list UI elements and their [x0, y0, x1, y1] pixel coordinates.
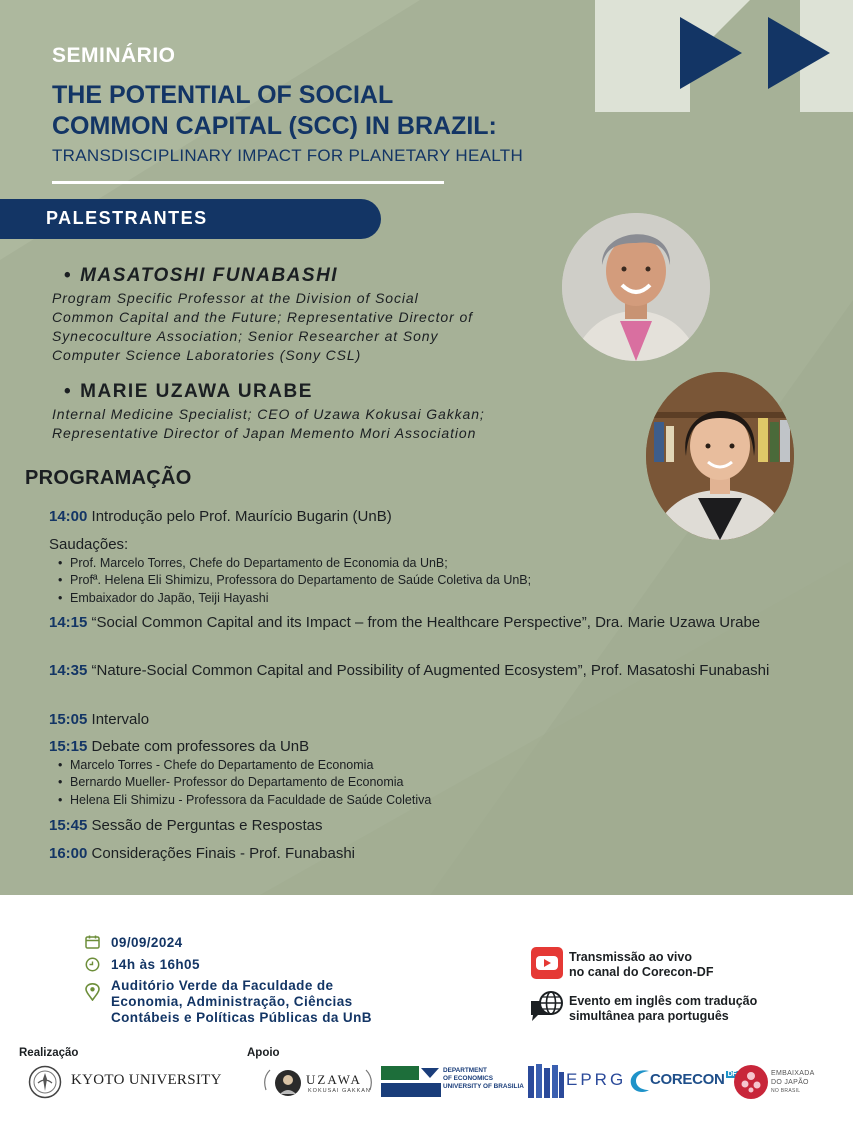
list-item: • Embaixador do Japão, Teiji Hayashi	[58, 590, 531, 607]
list-item: • Profª. Helena Eli Shimizu, Professora do Departamento de Saúde Coletiva da UnB;	[58, 572, 531, 589]
globe-chat-icon	[529, 991, 565, 1025]
event-date: 09/09/2024	[111, 935, 183, 950]
title-line-1: THE POTENTIAL OF SOCIAL	[52, 81, 394, 109]
title-line-2: COMMON CAPITAL (SCC) IN BRAZIL:	[52, 112, 497, 140]
unb-logo-icon	[381, 1066, 441, 1097]
program-item-1400: 14:00 Introdução pelo Prof. Maurício Bugarin (UnB)	[49, 508, 392, 525]
language-info: Evento em inglês com tradução simultânea para português	[569, 994, 758, 1023]
program-item-1515: 15:15 Debate com professores da UnB	[49, 738, 310, 755]
speaker-1-photo	[562, 213, 710, 361]
uzawa-wordmark: UZAWA	[306, 1072, 362, 1087]
embaixada-japao-emblem	[734, 1065, 768, 1099]
speaker-2-name: • MARIE UZAWA URABE	[64, 381, 313, 402]
title-divider	[52, 181, 444, 184]
list-item: • Prof. Marcelo Torres, Chefe do Departamento de Economia da UnB;	[58, 555, 531, 572]
debate-list	[58, 757, 431, 809]
speaker-2-photo	[646, 372, 794, 540]
list-item: • Marcelo Torres - Chefe do Departamento de Economia	[58, 757, 431, 774]
youtube-icon[interactable]	[531, 947, 563, 979]
speakers-section-label: PALESTRANTES	[46, 208, 208, 228]
corecon-wordmark: CORECON $^{DF}$	[650, 1071, 737, 1088]
greetings-list	[58, 555, 531, 607]
clock-icon	[85, 957, 100, 972]
embaixada-japao-wordmark: EMBAIXADA DO JAPÃO NO BRASIL	[771, 1070, 815, 1094]
apoio-label: Apoio	[247, 1047, 280, 1059]
event-time: 14h às 16h05	[111, 957, 200, 972]
list-item: • Helena Eli Shimizu - Professora da Faculdade de Saúde Coletiva	[58, 792, 431, 809]
eprg-logo-icon	[528, 1064, 564, 1098]
program-title: PROGRAMAÇÃO	[25, 467, 192, 489]
page-title	[52, 80, 612, 142]
kyoto-university-emblem	[28, 1065, 62, 1099]
stream-info: Transmissão ao vivo no canal do Corecon-DF	[569, 950, 714, 979]
speaker-1-name: • MASATOSHI FUNABASHI	[64, 265, 339, 286]
program-item-1435: 14:35 “Nature-Social Common Capital and Possibility of Augmented Ecosystem”, Prof. Masatoshi Funabashi	[49, 662, 770, 679]
program-item-1505: 15:05 Intervalo	[49, 711, 150, 728]
location-pin-icon	[85, 983, 100, 1001]
uzawa-logo	[262, 1066, 374, 1100]
corecon-logo-icon	[629, 1068, 651, 1094]
speakers-section-bar	[0, 199, 381, 239]
calendar-icon	[85, 935, 100, 949]
program-greetings-label: Saudações:	[49, 536, 129, 553]
realizacao-label: Realização	[19, 1047, 79, 1059]
kyoto-university-logo: KYOTO UNIVERSITY	[71, 1072, 222, 1088]
eprg-wordmark: EPRG	[566, 1070, 627, 1089]
page-subtitle: TRANSDISCIPLINARY IMPACT FOR PLANETARY HEALTH	[52, 146, 524, 165]
speaker-1-description: Program Specific Professor at the Division of Social Common Capital and the Future; Representative Director of Synecoculture Association; Senior Researcher at Sony Computer Science Laboratories (Sony CSL)	[52, 290, 473, 363]
event-location: Auditório Verde da Faculdade de Economia, Administração, Ciências Contábeis e Políticas Públicas da UnB	[111, 978, 372, 1025]
speaker-2-description: Internal Medicine Specialist; CEO of Uzawa Kokusai Gakkan; Representative Director of Japan Memento Mori Association	[52, 406, 485, 441]
seminar-kicker: SEMINÁRIO	[52, 44, 176, 67]
program-item-1545: 15:45 Sessão de Perguntas e Respostas	[49, 817, 323, 834]
program-item-1600: 16:00 Considerações Finais - Prof. Funabashi	[49, 845, 356, 862]
dept-economics-logo: DEPARTMENT OF ECONOMICS UNIVERSITY OF BRASILIA	[443, 1067, 524, 1091]
play-arrow-icon	[680, 17, 832, 89]
program-item-1415: 14:15 “Social Common Capital and its Impact – from the Healthcare Perspective”, Dra. Marie Uzawa Urabe	[49, 614, 761, 631]
uzawa-sub: KOKUSAI GAKKAN	[308, 1088, 371, 1094]
list-item: • Bernardo Mueller- Professor do Departamento de Economia	[58, 774, 431, 791]
